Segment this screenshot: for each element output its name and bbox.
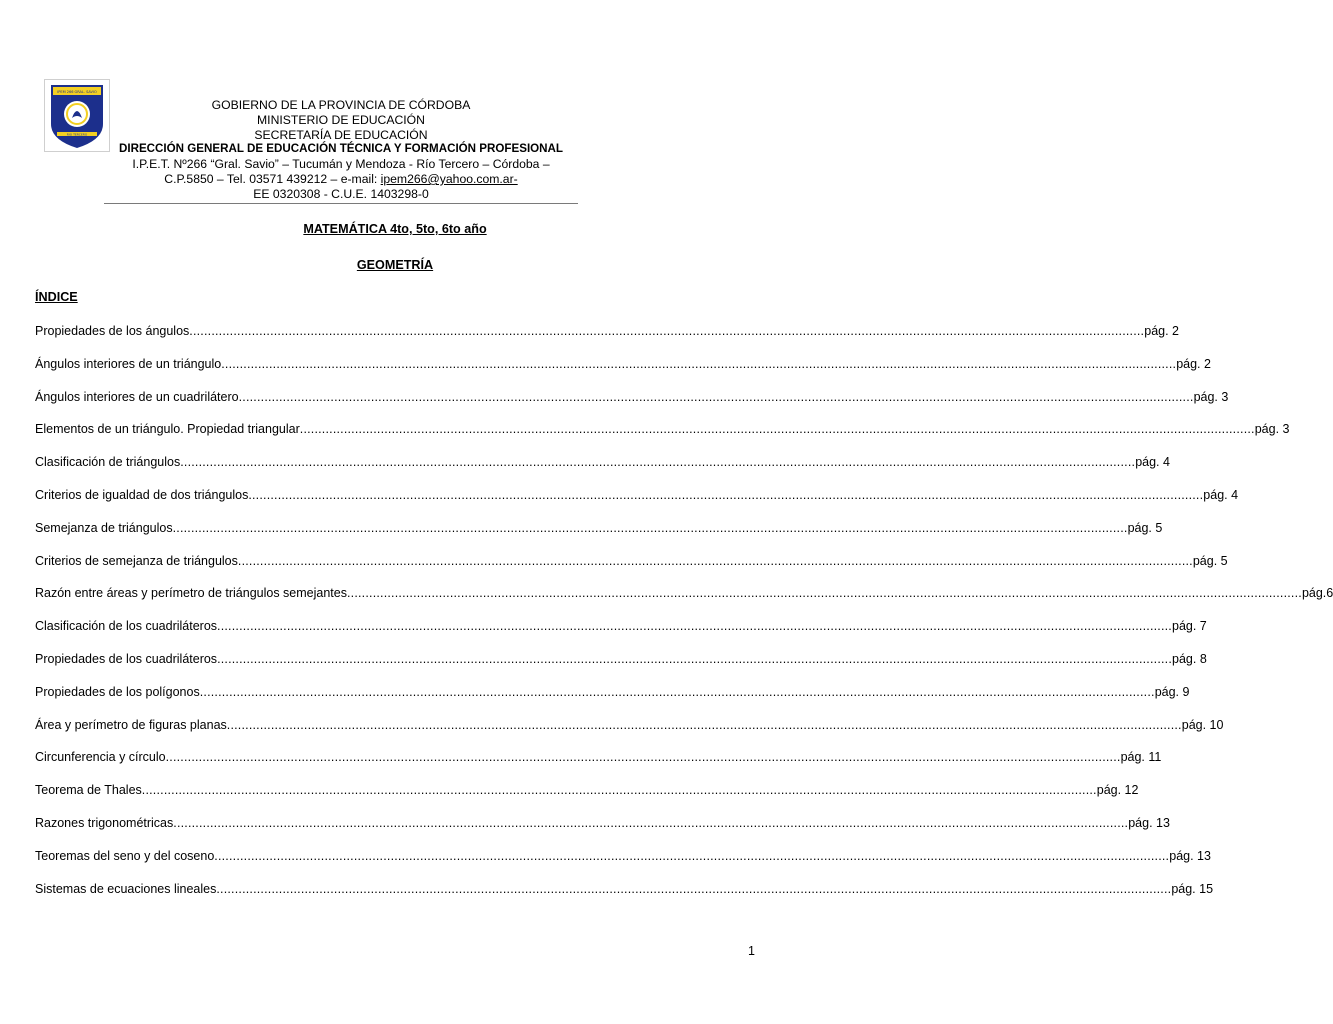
toc-entry-page: pág. 15 (1171, 881, 1214, 896)
toc-leader-dots: .................................................................................................................................................................................................................................................................... (237, 553, 1193, 568)
shield-emblem-icon (45, 80, 109, 151)
toc-entry[interactable] (35, 617, 1207, 650)
toc-leader-dots: .................................................................................................................................................................................................................................................................... (189, 324, 1145, 338)
toc-entry[interactable] (35, 847, 1211, 880)
toc-entry-title: Circunferencia y círculo (35, 750, 166, 765)
toc-leader-dots: .................................................................................................................................................................................................................................................................... (199, 684, 1155, 699)
toc-entry[interactable] (35, 519, 1163, 552)
document-subtitle: GEOMETRÍA (356, 258, 434, 272)
logo-top-text: IPEM 266 GRAL. SAVIO (57, 90, 97, 94)
toc-entry-title: Criterios de semejanza de triángulos (35, 553, 238, 568)
toc-entry-page: pág. 13 (1169, 848, 1211, 863)
table-of-contents (35, 322, 1333, 912)
institution-line: I.P.E.T. Nº266 “Gral. Savio” – Tucumán y Mendoza - Río Tercero – Córdoba – (132, 157, 550, 172)
toc-entry[interactable] (35, 683, 1190, 716)
toc-leader-dots: .................................................................................................................................................................................................................................................................... (173, 815, 1129, 830)
toc-entry-title: Razones trigonométricas (35, 815, 174, 830)
toc-entry[interactable] (35, 322, 1180, 355)
toc-leader-dots: .................................................................................................................................................................................................................................................................... (214, 848, 1170, 863)
toc-entry[interactable] (35, 388, 1229, 421)
toc-leader-dots: .................................................................................................................................................................................................................................................................... (180, 455, 1136, 470)
toc-entry[interactable] (35, 355, 1211, 388)
toc-entry[interactable] (35, 420, 1290, 453)
toc-entry-title: Teoremas del seno y del coseno (35, 848, 215, 863)
toc-entry[interactable] (35, 781, 1139, 814)
toc-entry-title: Propiedades de los cuadriláteros (35, 651, 218, 666)
toc-entry[interactable] (35, 453, 1170, 486)
toc-entry-page: pág. 11 (1120, 750, 1162, 765)
toc-leader-dots: .................................................................................................................................................................................................................................................................... (299, 422, 1255, 437)
letterhead (104, 98, 578, 202)
contact-line (104, 172, 578, 187)
toc-entry-title: Ángulos interiores de un cuadrilátero (35, 389, 239, 404)
toc-leader-dots: .................................................................................................................................................................................................................................................................... (238, 389, 1194, 404)
toc-entry-title: Criterios de igualdad de dos triángulos (35, 487, 249, 502)
toc-entry[interactable] (35, 552, 1228, 585)
toc-leader-dots: .................................................................................................................................................................................................................................................................... (172, 520, 1128, 535)
toc-entry-page: pág. 4 (1203, 487, 1239, 502)
toc-entry[interactable] (35, 880, 1214, 913)
toc-entry-title: Área y perímetro de figuras planas (35, 717, 227, 732)
toc-entry-page: pág. 2 (1176, 356, 1211, 371)
toc-entry-title: Ángulos interiores de un triángulo (35, 356, 222, 371)
registry-line: EE 0320308 - C.U.E. 1403298-0 (253, 186, 429, 201)
ministry-line: MINISTERIO DE EDUCACIÓN (257, 112, 425, 127)
document-title: MATEMÁTICA 4to, 5to, 6to año (303, 222, 487, 236)
email-link[interactable]: ipem266@yahoo.com.ar- (380, 171, 518, 186)
toc-entry-page: pág. 2 (1144, 324, 1180, 338)
toc-entry-page: pág. 3 (1193, 389, 1229, 404)
toc-entry-page: pág. 12 (1096, 783, 1139, 798)
toc-leader-dots: .................................................................................................................................................................................................................................................................... (141, 783, 1097, 798)
toc-leader-dots: .................................................................................................................................................................................................................................................................... (226, 717, 1182, 732)
toc-leader-dots: .................................................................................................................................................................................................................................................................... (221, 356, 1177, 371)
toc-entry[interactable] (35, 748, 1162, 781)
toc-entry[interactable] (35, 716, 1224, 749)
toc-entry-title: Clasificación de los cuadriláteros (35, 619, 218, 634)
toc-entry-title: Sistemas de ecuaciones lineales (35, 881, 217, 896)
toc-entry-title: Razón entre áreas y perímetro de triángulos semejantes (35, 586, 347, 601)
toc-entry[interactable] (35, 486, 1239, 519)
toc-entry-page: pág. 5 (1127, 520, 1163, 535)
toc-entry-page: pág.6 (1301, 586, 1333, 601)
directorate-line: DIRECCIÓN GENERAL DE EDUCACIÓN TÉCNICA Y FORMACIÓN PROFESIONAL (118, 142, 564, 156)
toc-leader-dots: .................................................................................................................................................................................................................................................................... (346, 586, 1302, 601)
toc-entry-page: pág. 13 (1128, 815, 1170, 830)
toc-leader-dots: .................................................................................................................................................................................................................................................................... (165, 750, 1121, 765)
toc-entry-title: Clasificación de triángulos (35, 455, 181, 470)
toc-leader-dots: .................................................................................................................................................................................................................................................................... (217, 619, 1172, 634)
school-logo (44, 79, 110, 152)
toc-entry-title: Propiedades de los polígonos (35, 684, 200, 699)
toc-leader-dots: .................................................................................................................................................................................................................................................................... (217, 651, 1173, 666)
toc-leader-dots: .................................................................................................................................................................................................................................................................... (216, 881, 1172, 896)
toc-entry[interactable] (35, 814, 1170, 847)
secretariat-line: SECRETARÍA DE EDUCACIÓN (254, 127, 428, 142)
toc-entry-page: pág. 4 (1135, 455, 1170, 470)
index-heading: ÍNDICE (35, 290, 78, 304)
toc-entry-title: Semejanza de triángulos (35, 520, 173, 535)
toc-entry[interactable] (35, 584, 1333, 617)
toc-entry-page: pág. 9 (1154, 684, 1190, 699)
toc-leader-dots: .................................................................................................................................................................................................................................................................... (248, 487, 1204, 502)
toc-entry-title: Teorema de Thales (35, 783, 142, 798)
toc-entry[interactable] (35, 650, 1207, 683)
page-number: 1 (748, 944, 755, 958)
toc-entry-page: pág. 3 (1254, 422, 1290, 437)
toc-entry-page: pág. 7 (1172, 619, 1207, 634)
government-line: GOBIERNO DE LA PROVINCIA DE CÓRDOBA (211, 98, 471, 112)
toc-entry-page: pág. 10 (1181, 717, 1224, 732)
logo-bottom-text: RIO TERCERO (66, 132, 88, 137)
header-divider (104, 203, 578, 204)
toc-entry-title: Propiedades de los ángulos (35, 324, 190, 338)
toc-entry-page: pág. 8 (1172, 651, 1207, 666)
toc-entry-title: Elementos de un triángulo. Propiedad triangular (35, 422, 300, 437)
contact-prefix: C.P.5850 – Tel. 03571 439212 – e-mail: (164, 171, 381, 186)
toc-entry-page: pág. 5 (1192, 553, 1228, 568)
